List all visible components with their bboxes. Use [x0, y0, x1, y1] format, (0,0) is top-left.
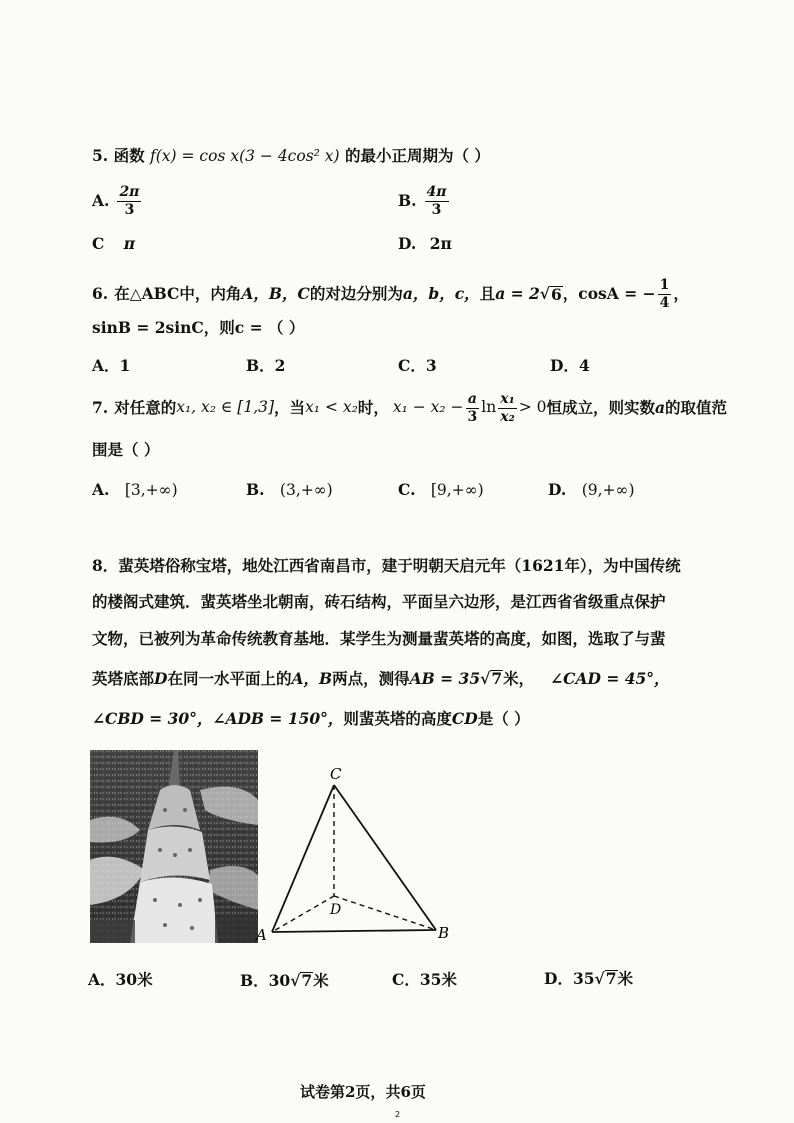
- q6-option-d: D．4: [550, 356, 590, 375]
- label-b: B: [438, 924, 450, 942]
- q6-option-a: A．1: [92, 356, 131, 375]
- edge-ab: [272, 930, 436, 932]
- edge-db: [334, 896, 436, 930]
- page-footer: 试卷第2页，共6页: [300, 1083, 426, 1101]
- q8-option-a: A．30米: [88, 970, 153, 989]
- q8-option-c: C．35米: [392, 970, 457, 989]
- q8-stem-line1: 8．蜚英塔俗称宝塔，地处江西省南昌市，建于明朝天启元年（1621年），为中国传统: [92, 556, 681, 575]
- q5-option-b: B. $\frac{4\pi}{3}$: [398, 184, 447, 218]
- q8-option-b: B． 30 √ 7 米: [240, 970, 329, 990]
- q5-option-d: D. 2π: [398, 234, 452, 253]
- edge-ca: [272, 785, 334, 932]
- q8-stem-line2: 的楼阁式建筑．蜚英塔坐北朝南，砖石结构，平面呈六边形，是江西省省级重点保护: [92, 592, 666, 611]
- edge-cb: [334, 785, 436, 930]
- q7-option-b: B. (3,+∞): [246, 480, 333, 499]
- label-c: C: [330, 765, 342, 783]
- q5-number: 5.: [92, 146, 109, 165]
- pagoda-photo: [90, 750, 258, 943]
- q5-stem: 5. 函数 f(x) = cos x(3 − 4cos² x) 的最小正周期为（ ）: [92, 146, 490, 165]
- q6-stem-line2: sinB = 2sinC，则c = （ ）: [92, 318, 305, 337]
- q6-option-c: C．3: [398, 356, 437, 375]
- page-mark: 2: [395, 1110, 401, 1119]
- q8-stem-line5: ∠CBD = 30°，∠ADB = 150°， 则蜚英塔的高度 CD 是（ ）: [92, 709, 530, 728]
- tetrahedron-figure: [254, 760, 464, 950]
- q7-stem-line2: 围是（ ）: [92, 440, 160, 459]
- q7-option-c: C. [9,+∞): [398, 480, 484, 499]
- q5-function: f(x) = cos x(3 − 4cos² x): [150, 147, 340, 165]
- label-d: D: [330, 902, 342, 918]
- q5-option-a: A. $\frac{2\pi}{3}$: [92, 184, 140, 218]
- q8-option-d: D． 35 √ 7 米: [544, 968, 634, 988]
- q7-number: 7.: [92, 398, 109, 418]
- q8-stem-line3: 文物，已被列为革命传统教育基地．某学生为测量蜚英塔的高度，如图，选取了与蜚: [92, 629, 666, 648]
- q7-stem-line1: 7. 对任意的 x₁, x₂ ∈ [1,3] ，当 x₁ < x₂ 时， x₁ − x₂ − $\frac{a}{3}$ ln $\frac{\text{x₁}}{\text{x₂}}$ > 0 恒成立，则实数 a 的取值范: [92, 391, 728, 425]
- tetrahedron-diagram: [254, 760, 464, 950]
- q7-option-a: A. [3,+∞): [92, 480, 178, 499]
- q5-option-c: C π: [92, 234, 136, 253]
- edge-da: [272, 896, 334, 932]
- q8-stem-line4: 英塔底部 D 在同一水平面上的 A，B 两点，测得 AB = 35 √ 7 米， ∠CAD = 45°，: [92, 668, 670, 688]
- q6-number: 6.: [92, 284, 109, 304]
- q6-stem-line1: 6. 在△ABC中，内角 A，B，C 的对边分别为 a，b，c， 且 a = 2 √ 6 ，cosA = − $\frac{1}{4}$ ，: [92, 277, 689, 311]
- label-a: A: [256, 926, 267, 944]
- q6-option-b: B．2: [246, 356, 286, 375]
- pagoda-photo-image: [90, 750, 258, 943]
- q7-option-d: D. (9,+∞): [548, 480, 635, 499]
